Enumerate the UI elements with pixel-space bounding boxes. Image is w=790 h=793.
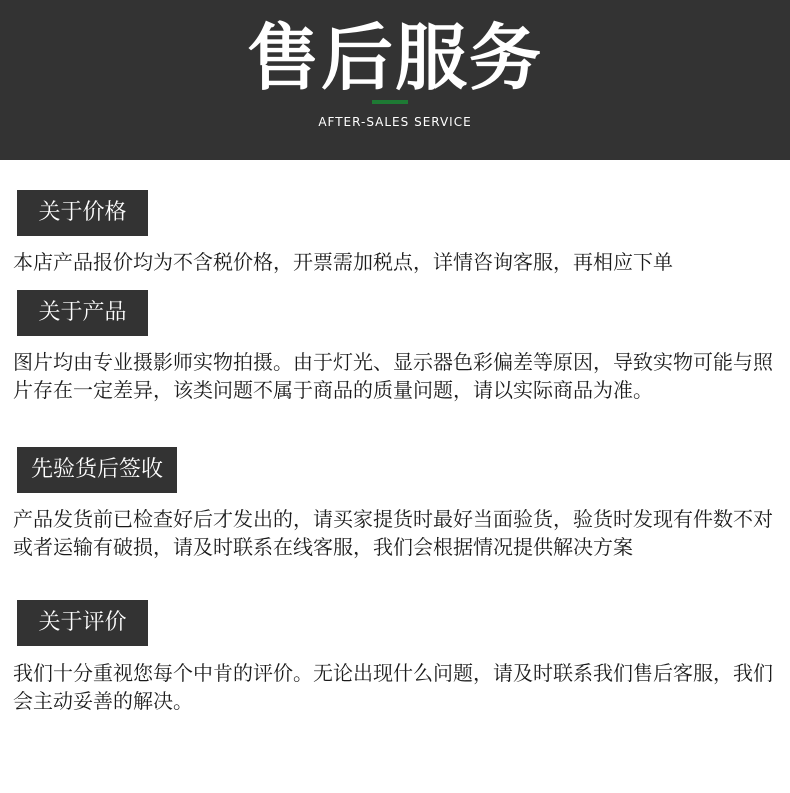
header-banner	[0, 0, 790, 160]
section-text-product: 图片均由专业摄影师实物拍摄。由于灯光、显示器色彩偏差等原因，导致实物可能与照片存在一定差异，该类问题不属于商品的质量问题，请以实际商品为准。	[13, 350, 773, 402]
section-heading-inspection: 先验货后签收	[17, 447, 177, 493]
page-subtitle: AFTER-SALES SERVICE	[318, 115, 472, 129]
section-heading-product: 关于产品	[17, 290, 148, 336]
section-heading-price: 关于价格	[17, 190, 148, 236]
section-text-inspection: 产品发货前已检查好后才发出的，请买家提货时最好当面验货，验货时发现有件数不对或者运输有破损，请及时联系在线客服，我们会根据情况提供解决方案	[13, 507, 773, 559]
section-text-price: 本店产品报价均为不含税价格，开票需加税点，详情咨询客服，再相应下单	[13, 250, 673, 274]
title-accent-bar	[372, 100, 408, 104]
section-heading-review: 关于评价	[17, 600, 148, 646]
page-title: 售后服务	[246, 16, 543, 100]
section-text-review: 我们十分重视您每个中肯的评价。无论出现什么问题，请及时联系我们售后客服，我们会主动妥善的解决。	[13, 661, 773, 713]
